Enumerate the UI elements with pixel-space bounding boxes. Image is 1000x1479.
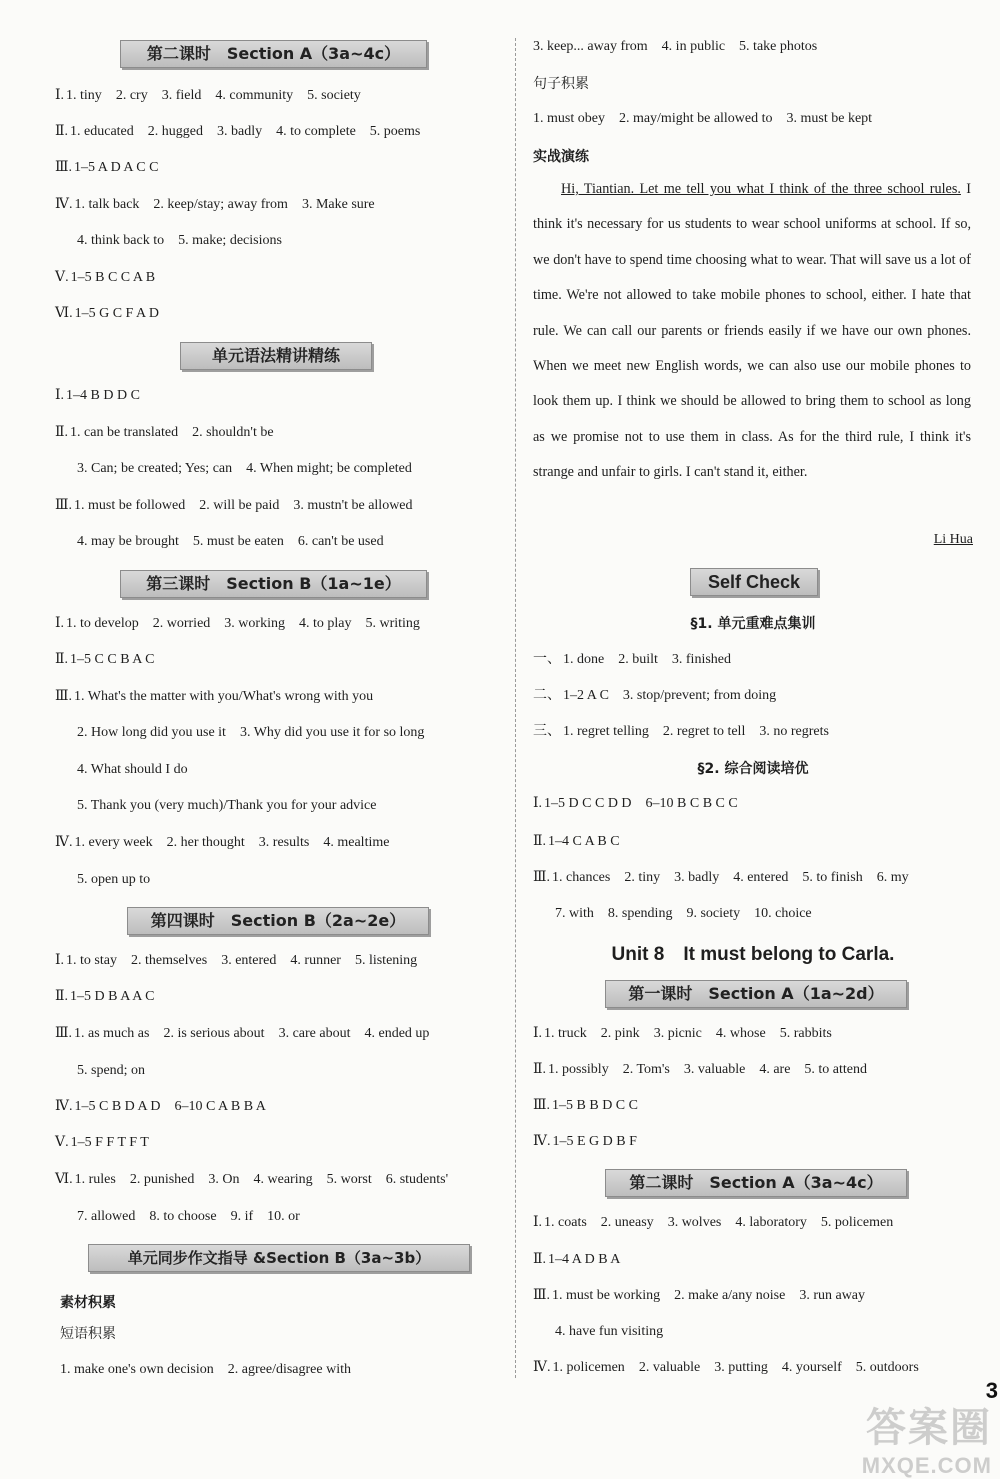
answer-item: 2. will be paid — [199, 498, 280, 513]
answer-item: 3. Why did you use it for so long — [239, 725, 425, 740]
answer-item: 1. tiny — [66, 88, 102, 103]
answer-item: 3. mustn't be allowed — [293, 498, 413, 513]
question-number: Ⅳ. — [55, 197, 73, 212]
answer-item: 5. open up to — [77, 872, 151, 887]
answer-item: 3. valuable — [683, 1062, 746, 1077]
key-points-heading: §1. 单元重难点集训 — [690, 616, 816, 632]
answer-item: 3. entered — [221, 953, 277, 968]
essay-signature: Li Hua — [933, 532, 973, 547]
question-number: Ⅳ. — [533, 1360, 551, 1375]
writing-banner: 单元同步作文指导 &Section B（3a~3b） — [88, 1244, 470, 1272]
answer-item: 3. picnic — [653, 1026, 702, 1041]
answer-item: 1. policemen — [552, 1360, 625, 1375]
answer-row — [55, 760, 202, 780]
answer-item: 5. worst — [326, 1172, 372, 1187]
sentence-answers: 1. must obey 2. may/might be allowed to 3. must be kept — [533, 111, 873, 126]
question-number: Ⅲ. — [55, 1026, 73, 1041]
unit8-title: Unit 8 It must belong to Carla. — [611, 944, 895, 965]
answer-item: 2. worried — [152, 616, 211, 631]
answer-row — [55, 796, 391, 816]
answer-item: 1–5 G C F A D — [74, 306, 160, 321]
question-number: 一、 — [533, 652, 561, 667]
answer-item: 3. field — [161, 88, 202, 103]
answer-item: 4. community — [215, 88, 294, 103]
answer-item: 9. if — [230, 1209, 254, 1224]
answer-item: 2. themselves — [130, 953, 208, 968]
answer-row — [55, 459, 426, 479]
answer-row — [55, 1024, 443, 1044]
page-number: 3 — [985, 1378, 998, 1403]
question-number: Ⅰ. — [533, 1026, 543, 1041]
answer-item: 2. make a/any noise — [674, 1288, 786, 1303]
answer-item: 4. When might; be completed — [246, 461, 412, 476]
answer-item: 1–5 C C B A C — [70, 652, 155, 667]
answer-item: 1–5 D B A A C — [70, 989, 155, 1004]
question-number: Ⅱ. — [55, 124, 69, 139]
question-number: Ⅱ. — [55, 989, 69, 1004]
essay-body: I think it's necessary for us students to wear school uniforms at school. If so, we don't have to spend time choosing what to wear. That will save us a lot of time. We're not allowed to take mobile phones to school, either. I hate that rule. We can call our parents or friends easily if we have our own phones. When we meet new English words, we can also use our mobile phones to look them up. I think we should be allowed to bring them to school as long as we promise not to use them in class. As for the third rule, I think it's strange and unfair to girls. I can't stand it, either. — [533, 181, 971, 481]
answer-item: 2. regret to tell — [662, 724, 746, 739]
answer-item: 5. writing — [365, 616, 420, 631]
answer-row — [533, 722, 843, 742]
answer-row — [533, 868, 923, 888]
answer-item: 4. to complete — [276, 124, 356, 139]
answer-item: 1. chances — [552, 870, 611, 885]
answer-item: 2. keep/stay; away from — [153, 197, 288, 212]
answer-item: 2. uneasy — [600, 1215, 654, 1230]
answer-item: 3. On — [208, 1172, 240, 1187]
question-number: Ⅰ. — [533, 1215, 543, 1230]
answer-item: 5. outdoors — [855, 1360, 919, 1375]
answer-item: 5. society — [307, 88, 361, 103]
answer-row — [55, 496, 427, 516]
answer-item: 5. to finish — [802, 870, 863, 885]
unit8-lesson1-banner: 第一课时 Section A（1a~2d） — [605, 980, 907, 1008]
answer-item: 3. stop/prevent; from doing — [622, 688, 777, 703]
answer-item: 2. built — [618, 652, 658, 667]
answer-item: 1–5 D C C D D — [544, 796, 632, 811]
answer-row — [533, 1250, 634, 1270]
answer-item: 1. must be followed — [74, 498, 186, 513]
answer-item: 3. care about — [278, 1026, 351, 1041]
answer-item: 1. rules — [74, 1172, 116, 1187]
answer-item: 3. badly — [216, 124, 263, 139]
answer-item: 3. wolves — [667, 1215, 722, 1230]
answer-item: 1. must be working — [552, 1288, 661, 1303]
answer-item: 2. cry — [115, 88, 148, 103]
answer-item: 1. to develop — [66, 616, 139, 631]
essay-opening: Hi, Tiantian. Let me tell you what I think of the three school rules. — [561, 181, 961, 197]
question-number: Ⅰ. — [55, 388, 65, 403]
answer-item: 4. entered — [733, 870, 789, 885]
answer-item: 1. to stay — [66, 953, 117, 968]
answer-item: 4. whose — [715, 1026, 766, 1041]
answer-item: 1. regret telling — [563, 724, 649, 739]
answer-item: 7. allowed — [77, 1209, 136, 1224]
question-number: 二、 — [533, 688, 561, 703]
answer-item: 2. shouldn't be — [192, 425, 274, 440]
answer-item: 1–5 C B D A D — [74, 1099, 161, 1114]
answer-item: 2. How long did you use it — [77, 725, 226, 740]
answer-row — [55, 532, 398, 552]
answer-row — [533, 686, 790, 706]
question-number: Ⅰ. — [55, 616, 65, 631]
answer-item: 1–5 F F T F T — [70, 1135, 149, 1150]
answer-item: 4. runner — [290, 953, 341, 968]
answer-item: 4. to play — [298, 616, 352, 631]
answer-item: 1. talk back — [74, 197, 140, 212]
question-number: Ⅲ. — [55, 498, 73, 513]
answer-item: 5. to attend — [804, 1062, 868, 1077]
answer-item: 6. can't be used — [297, 534, 384, 549]
question-number: Ⅲ. — [55, 689, 73, 704]
answer-row — [55, 1207, 314, 1227]
answer-item: 4. think back to — [77, 233, 165, 248]
answer-item: 8. spending — [607, 906, 673, 921]
question-number: Ⅰ. — [55, 88, 65, 103]
answer-row — [533, 794, 752, 814]
answer-item: 2. is serious about — [163, 1026, 265, 1041]
answer-item: 1–5 A D A C C — [74, 160, 159, 175]
answer-row — [55, 987, 168, 1007]
lesson3-banner: 第三课时 Section B（1a~1e） — [120, 570, 427, 598]
answer-item: 1–2 A C — [563, 688, 609, 703]
unit8-lesson2-banner: 第二课时 Section A（3a~4c） — [605, 1169, 907, 1197]
question-number: Ⅱ. — [55, 425, 69, 440]
answer-item: 1. every week — [74, 835, 153, 850]
question-number: Ⅳ. — [55, 835, 73, 850]
answer-row — [533, 1060, 881, 1080]
answer-row — [55, 386, 154, 406]
watermark-logo — [862, 1396, 992, 1479]
answer-item: 3. run away — [799, 1288, 866, 1303]
answer-item: 5. poems — [369, 124, 421, 139]
answer-item: 1–5 E G D B F — [552, 1134, 637, 1149]
answer-item: 4. mealtime — [323, 835, 390, 850]
answer-item: 5. Thank you (very much)/Thank you for your advice — [77, 798, 377, 813]
answer-item: 6. students' — [385, 1172, 449, 1187]
answer-item: 4. yourself — [781, 1360, 842, 1375]
question-number: Ⅲ. — [533, 1098, 551, 1113]
answer-item: 4. have fun visiting — [555, 1324, 664, 1339]
answer-item: 2. her thought — [166, 835, 245, 850]
answer-item: 1–4 A D B A — [548, 1252, 621, 1267]
answer-item: 1. What's the matter with you/What's wrong with you — [74, 689, 374, 704]
answer-item: 3. badly — [674, 870, 720, 885]
grammar-banner: 单元语法精讲精练 — [180, 342, 372, 370]
answer-row — [55, 86, 375, 106]
answer-item: 1. truck — [544, 1026, 587, 1041]
watermark-line-2: MXQE.COM — [861, 1453, 992, 1478]
answer-row — [55, 195, 389, 215]
model-essay — [533, 172, 971, 491]
question-number: Ⅱ. — [533, 1062, 547, 1077]
answer-item: 9. society — [686, 906, 741, 921]
answer-row — [533, 1322, 677, 1342]
answer-row — [55, 614, 434, 634]
question-number: Ⅴ. — [55, 1135, 69, 1150]
answer-item: 5. must be eaten — [192, 534, 284, 549]
answer-row — [55, 1133, 163, 1153]
answer-item: 2. tiny — [624, 870, 661, 885]
answer-item: 1–5 B B D C C — [552, 1098, 638, 1113]
answer-item: 5. policemen — [820, 1215, 894, 1230]
question-number: Ⅵ. — [55, 1172, 73, 1187]
answer-item: 3. Can; be created; Yes; can — [77, 461, 233, 476]
answer-row — [55, 268, 169, 288]
answer-item: 1. done — [563, 652, 605, 667]
answer-item: 4. What should I do — [77, 762, 188, 777]
answer-item: 10. choice — [754, 906, 812, 921]
question-number: Ⅲ. — [55, 160, 73, 175]
answer-item: 4. laboratory — [735, 1215, 807, 1230]
answer-item: 1. coats — [544, 1215, 587, 1230]
answer-row — [55, 1061, 159, 1081]
phrase-line-2: 3. keep... away from 4. in public 5. take photos — [533, 39, 818, 54]
answer-item: 5. spend; on — [77, 1063, 146, 1078]
answer-item: 3. working — [224, 616, 285, 631]
answer-item: 2. valuable — [638, 1360, 701, 1375]
practice-heading: 实战演练 — [533, 149, 589, 165]
phrase-heading: 短语积累 — [60, 1326, 116, 1342]
answer-row — [533, 1358, 933, 1378]
answer-row — [55, 158, 172, 178]
answer-item: 1–4 C A B C — [548, 834, 620, 849]
answer-item: 10. or — [267, 1209, 300, 1224]
sentence-heading: 句子积累 — [533, 76, 589, 92]
phrase-line-1: 1. make one's own decision 2. agree/disagree with — [60, 1362, 351, 1377]
answer-item: 4. may be brought — [77, 534, 179, 549]
self-check-banner: Self Check — [690, 568, 818, 596]
material-heading: 素材积累 — [60, 1295, 116, 1311]
answer-row — [55, 833, 403, 853]
answer-item: 3. results — [258, 835, 310, 850]
answer-item: 4. ended up — [364, 1026, 430, 1041]
answer-row — [55, 231, 296, 251]
answer-row — [533, 1286, 879, 1306]
answer-item: 2. Tom's — [622, 1062, 670, 1077]
answer-item: 5. rabbits — [779, 1026, 832, 1041]
answer-item: 7. with — [555, 906, 594, 921]
answer-item: 4. wearing — [253, 1172, 313, 1187]
answer-row — [533, 1096, 652, 1116]
question-number: Ⅱ. — [533, 834, 547, 849]
answer-row — [533, 832, 634, 852]
answer-row — [55, 951, 431, 971]
answer-row — [533, 904, 826, 924]
answer-item: 3. putting — [714, 1360, 768, 1375]
answer-item: 6. my — [876, 870, 909, 885]
answer-item: 1. as much as — [74, 1026, 150, 1041]
answer-item: 3. finished — [671, 652, 731, 667]
answer-item: 3. no regrets — [759, 724, 829, 739]
answer-row — [55, 870, 164, 890]
answer-item: 2. pink — [600, 1026, 640, 1041]
answer-item: 5. listening — [354, 953, 418, 968]
answer-item: 2. hugged — [147, 124, 203, 139]
answer-item: 1. educated — [70, 124, 134, 139]
answer-item: 1. possibly — [548, 1062, 609, 1077]
answer-item: 1–5 B C C A B — [70, 270, 156, 285]
answer-item: 2. punished — [129, 1172, 195, 1187]
question-number: Ⅰ. — [533, 796, 543, 811]
question-number: 三、 — [533, 724, 561, 739]
lesson4-banner: 第四课时 Section B（2a~2e） — [127, 907, 429, 935]
answer-row — [55, 423, 288, 443]
answer-row — [55, 304, 173, 324]
answer-row — [55, 122, 434, 142]
watermark-line-1: 答案圈 — [866, 1406, 992, 1450]
reading-heading: §2. 综合阅读培优 — [697, 761, 809, 777]
question-number: Ⅳ. — [55, 1099, 73, 1114]
question-number: Ⅴ. — [55, 270, 69, 285]
lesson2-banner: 第二课时 Section A（3a~4c） — [120, 40, 427, 68]
answer-item: 4. are — [759, 1062, 791, 1077]
question-number: Ⅲ. — [533, 1288, 551, 1303]
answer-item: 6–10 B C B C C — [645, 796, 738, 811]
answer-item: 1–4 B D D C — [66, 388, 140, 403]
answer-item: 1. can be translated — [70, 425, 179, 440]
question-number: Ⅵ. — [55, 306, 73, 321]
answer-item: 3. Make sure — [301, 197, 375, 212]
answer-row — [55, 723, 438, 743]
answer-row — [533, 1213, 907, 1233]
question-number: Ⅲ. — [533, 870, 551, 885]
answer-item: 6–10 C A B B A — [174, 1099, 266, 1114]
answer-item: 8. to choose — [149, 1209, 217, 1224]
question-number: Ⅳ. — [533, 1134, 551, 1149]
answer-row — [55, 687, 387, 707]
answer-row — [533, 650, 745, 670]
answer-row — [55, 1097, 280, 1117]
answer-row — [55, 1170, 462, 1190]
answer-row — [533, 1024, 846, 1044]
question-number: Ⅱ. — [55, 652, 69, 667]
answer-row — [55, 650, 168, 670]
column-divider — [515, 38, 516, 1378]
question-number: Ⅱ. — [533, 1252, 547, 1267]
question-number: Ⅰ. — [55, 953, 65, 968]
answer-row — [533, 1132, 651, 1152]
answer-item: 5. make; decisions — [178, 233, 282, 248]
